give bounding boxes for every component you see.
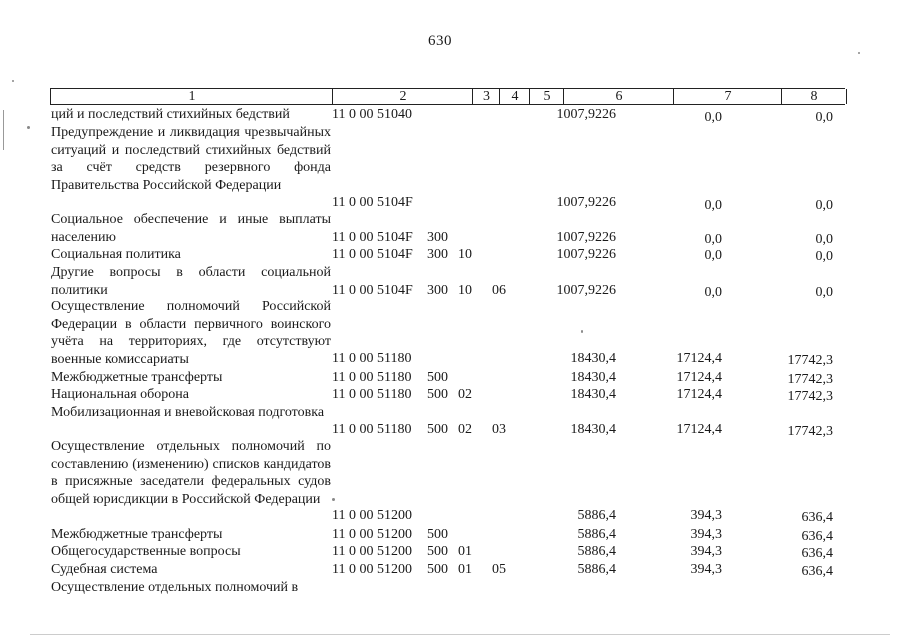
row-value-8: 0,0 bbox=[815, 198, 833, 213]
row-value-7: 17124,4 bbox=[676, 387, 722, 402]
row-name: Судебная система bbox=[51, 562, 158, 577]
row-value-7: 394,3 bbox=[690, 562, 722, 577]
scan-speck bbox=[858, 52, 860, 54]
row-code: 11 0 00 51180 bbox=[332, 370, 412, 385]
row-name: Осуществление отдельных полномочий в bbox=[51, 580, 299, 595]
row-name: Осуществление отдельных полномочий по составлению (изменению) списков кандидатов в присяжные заседатели федеральных судов общей юрисдикции в Российской Федерации bbox=[51, 439, 331, 507]
row-value-6: 1007,9226 bbox=[556, 247, 616, 262]
row-value-6: 1007,9226 bbox=[556, 195, 616, 210]
row-col-4: 02 bbox=[458, 422, 472, 437]
page-number: 630 bbox=[428, 33, 452, 49]
row-code: 11 0 00 51200 bbox=[332, 508, 412, 523]
row-code: 11 0 00 51200 bbox=[332, 527, 412, 542]
scan-speck bbox=[12, 80, 14, 82]
row-col-5: 06 bbox=[492, 283, 506, 298]
scan-bottom-line bbox=[30, 634, 890, 635]
row-code: 11 0 00 5104F bbox=[332, 247, 413, 262]
row-col-3: 300 bbox=[427, 283, 448, 298]
row-name: Предупреждение и ликвидация чрезвычайных ситуаций и последствий стихийных бедствий за счёт средств резервного фонда Правительства Российской Федерации bbox=[51, 125, 331, 193]
row-value-6: 1007,9226 bbox=[556, 230, 616, 245]
header-col-7: 7 bbox=[673, 89, 782, 104]
row-value-6: 5886,4 bbox=[577, 544, 616, 559]
row-code: 11 0 00 51180 bbox=[332, 387, 412, 402]
row-col-3: 500 bbox=[427, 422, 448, 437]
row-value-7: 0,0 bbox=[704, 232, 722, 247]
row-col-4: 10 bbox=[458, 247, 472, 262]
table-header bbox=[50, 88, 845, 105]
row-name: Социальная политика bbox=[51, 247, 181, 262]
row-value-7: 0,0 bbox=[704, 248, 722, 263]
row-value-7: 0,0 bbox=[704, 198, 722, 213]
row-col-3: 500 bbox=[427, 562, 448, 577]
row-value-6: 5886,4 bbox=[577, 508, 616, 523]
row-code: 11 0 00 51200 bbox=[332, 562, 412, 577]
row-col-3: 500 bbox=[427, 387, 448, 402]
row-col-5: 03 bbox=[492, 422, 506, 437]
row-col-3: 500 bbox=[427, 544, 448, 559]
row-code: 11 0 00 51040 bbox=[332, 107, 412, 122]
header-col-3: 3 bbox=[472, 89, 500, 104]
row-value-7: 394,3 bbox=[690, 544, 722, 559]
row-col-3: 300 bbox=[427, 247, 448, 262]
row-value-8: 0,0 bbox=[815, 110, 833, 125]
row-name: Социальное обеспечение и иные выплаты населению bbox=[51, 212, 331, 245]
scan-edge-line bbox=[3, 110, 4, 150]
header-col-1: 1 bbox=[50, 89, 333, 104]
row-name: Общегосударственные вопросы bbox=[51, 544, 241, 559]
row-name: ций и последствий стихийных бедствий bbox=[51, 107, 290, 122]
row-value-6: 18430,4 bbox=[570, 351, 616, 366]
row-value-8: 0,0 bbox=[815, 249, 833, 264]
row-value-6: 5886,4 bbox=[577, 527, 616, 542]
row-col-3: 500 bbox=[427, 370, 448, 385]
row-value-8: 636,4 bbox=[801, 510, 833, 525]
row-name: Межбюджетные трансферты bbox=[51, 527, 223, 542]
row-col-4: 02 bbox=[458, 387, 472, 402]
header-col-2: 2 bbox=[332, 89, 473, 104]
row-col-5: 05 bbox=[492, 562, 506, 577]
row-value-7: 17124,4 bbox=[676, 422, 722, 437]
row-value-6: 5886,4 bbox=[577, 562, 616, 577]
row-value-6: 1007,9226 bbox=[556, 283, 616, 298]
row-value-8: 0,0 bbox=[815, 232, 833, 247]
row-col-4: 10 bbox=[458, 283, 472, 298]
scan-speck bbox=[581, 330, 583, 333]
row-col-4: 01 bbox=[458, 544, 472, 559]
header-col-5: 5 bbox=[529, 89, 564, 104]
row-value-6: 18430,4 bbox=[570, 422, 616, 437]
row-code: 11 0 00 5104F bbox=[332, 195, 413, 210]
row-col-3: 300 bbox=[427, 230, 448, 245]
row-name: Национальная оборона bbox=[51, 387, 189, 402]
row-value-7: 394,3 bbox=[690, 527, 722, 542]
row-value-8: 17742,3 bbox=[787, 424, 833, 439]
row-col-3: 500 bbox=[427, 527, 448, 542]
header-col-4: 4 bbox=[499, 89, 530, 104]
row-value-8: 636,4 bbox=[801, 546, 833, 561]
row-name: Осуществление полномочий Российской Федерации в области первичного воинского учёта на территориях, где отсутствуют военные комиссариаты bbox=[51, 299, 331, 367]
row-value-8: 636,4 bbox=[801, 529, 833, 544]
row-name: Межбюджетные трансферты bbox=[51, 370, 223, 385]
row-value-6: 18430,4 bbox=[570, 387, 616, 402]
row-value-8: 17742,3 bbox=[787, 389, 833, 404]
row-name: Мобилизационная и вневойсковая подготовка bbox=[51, 405, 325, 420]
row-code: 11 0 00 5104F bbox=[332, 230, 413, 245]
row-name: Другие вопросы в области социальной политики bbox=[51, 265, 331, 298]
header-col-8: 8 bbox=[781, 89, 847, 104]
row-value-6: 18430,4 bbox=[570, 370, 616, 385]
row-value-8: 17742,3 bbox=[787, 353, 833, 368]
row-value-8: 17742,3 bbox=[787, 372, 833, 387]
scan-speck bbox=[27, 126, 30, 129]
row-code: 11 0 00 51180 bbox=[332, 422, 412, 437]
scan-speck bbox=[332, 498, 335, 501]
row-value-7: 394,3 bbox=[690, 508, 722, 523]
row-value-7: 17124,4 bbox=[676, 351, 722, 366]
row-code: 11 0 00 5104F bbox=[332, 283, 413, 298]
header-col-6: 6 bbox=[563, 89, 674, 104]
row-value-7: 0,0 bbox=[704, 110, 722, 125]
row-value-7: 0,0 bbox=[704, 285, 722, 300]
row-col-4: 01 bbox=[458, 562, 472, 577]
row-value-6: 1007,9226 bbox=[556, 107, 616, 122]
row-code: 11 0 00 51180 bbox=[332, 351, 412, 366]
row-value-8: 0,0 bbox=[815, 285, 833, 300]
row-value-8: 636,4 bbox=[801, 564, 833, 579]
row-value-7: 17124,4 bbox=[676, 370, 722, 385]
row-code: 11 0 00 51200 bbox=[332, 544, 412, 559]
